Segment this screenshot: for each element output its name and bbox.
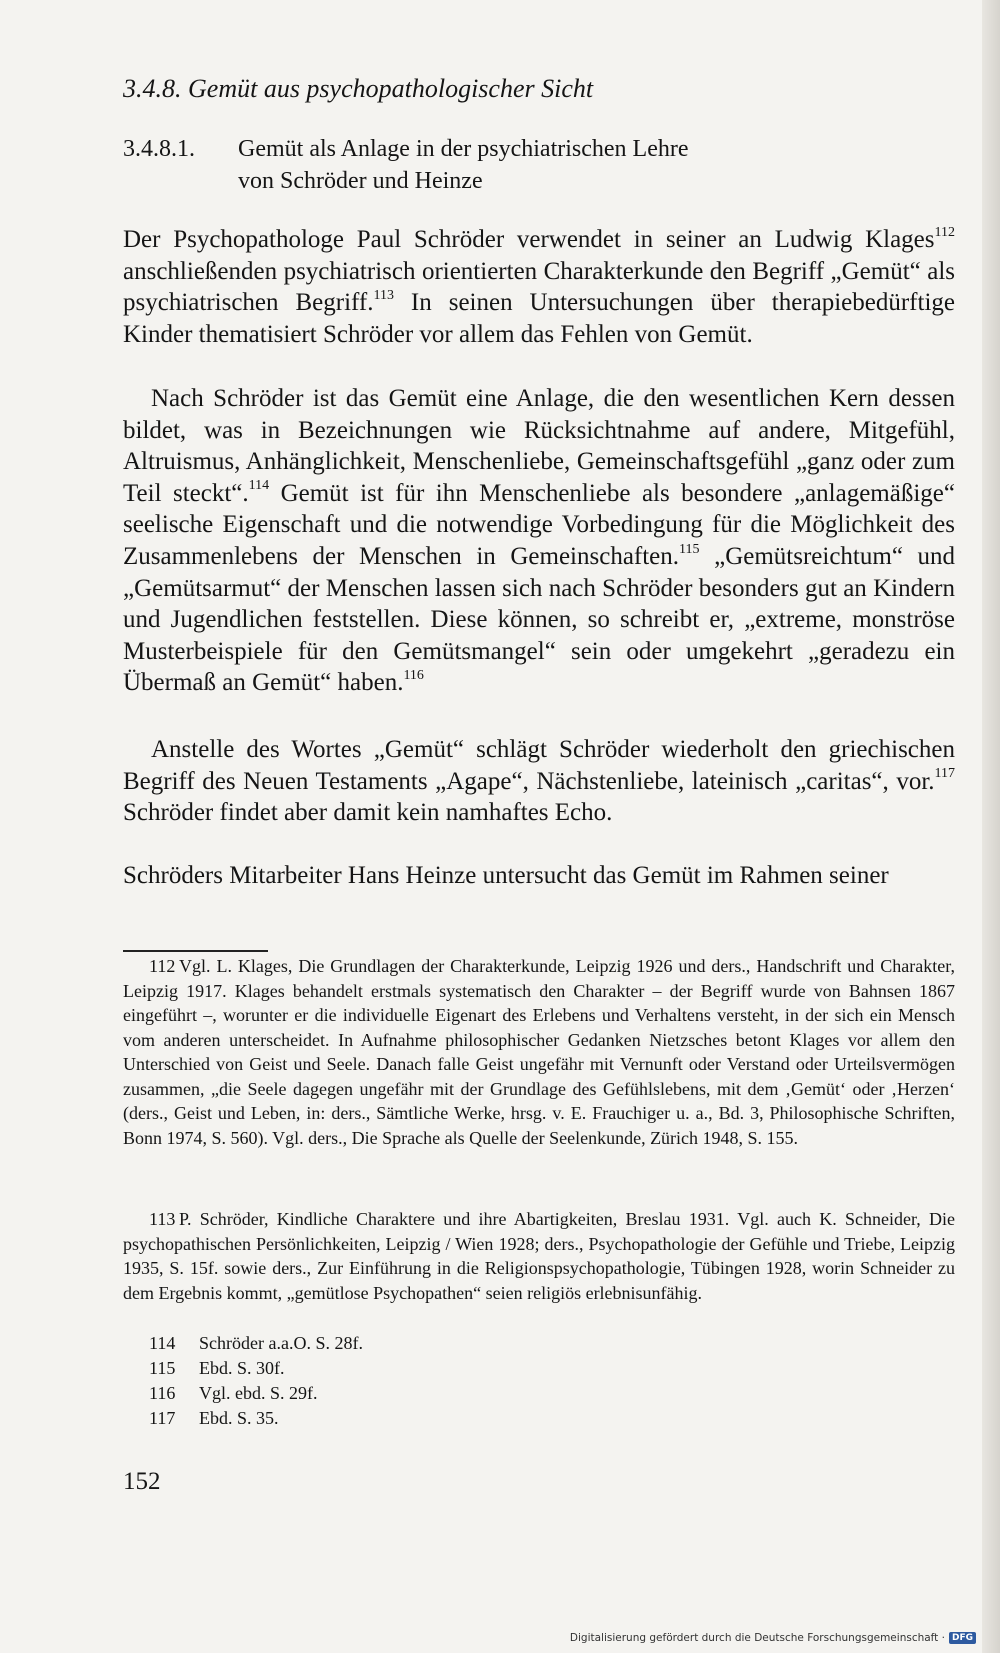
footnote-ref-116: 116 [403,668,424,684]
body-paragraph-4: Schröders Mitarbeiter Hans Heinze untersucht das Gemüt im Rahmen seiner [123,862,889,889]
text-span: anschließenden psychiatrisch orientierten Charakterkunde den Begriff „Gemüt“ als psychiatrischen Begriff. [123,257,955,317]
digitization-footer [570,1632,976,1644]
footnote-number: 115 [149,1358,176,1378]
page-gutter-shadow [982,0,1000,1653]
text-span: „Gemütsreichtum“ und „Gemütsarmut“ der Menschen lassen sich nach Schröder besonders gut an Kindern und Jugendlichen feststellen. Diese können, so schreibt er, „extreme, monströse Musterbeispiele für den Gemütsmangel“ sein oder umgekehrt „geradezu ein Übermaß an Gemüt“ haben. [123,542,955,697]
text-span: Nach Schröder ist das Gemüt eine Anlage, die den wesentlichen Kern dessen bildet, was in Bezeichnungen wie Rücksichtnahme auf andere, Mitgefühl, Altruismus, Anhänglichkeit, Menschenliebe, Gemeinschaftsgefühl „ganz oder zum Teil steckt“. [123,385,955,507]
footnote-ref-115: 115 [679,541,700,557]
body-paragraph-1 [123,224,955,350]
text-span: Der Psychopathologe Paul Schröder verwendet in seiner an Ludwig Klages [123,226,935,253]
footnote-divider [123,950,268,952]
footnote-ref-113: 113 [373,287,394,303]
footnote-text: Vgl. ebd. S. 29f. [199,1383,318,1403]
subsection-title-line2: von Schröder und Heinze [238,168,483,194]
footnote-number: 114 [149,1333,176,1353]
dfg-logo: DFG [949,1632,976,1644]
text-span: Gemüt ist für ihn Menschenliebe als besondere „anlagemäßige“ seelische Eigenschaft und die notwendige Vorbedingung für die Möglichkeit des Zusammenlebens der Menschen in Gemeinschaften. [123,479,955,570]
footnote-112 [123,954,955,1150]
footnote-text: Schröder a.a.O. S. 28f. [199,1333,363,1353]
footnote-text: P. Schröder, Kindliche Charaktere und ihre Abartigkeiten, Breslau 1931. Vgl. auch K. Schneider, Die psychopathischen Persönlichkeiten, Leipzig / Wien 1928; ders., Psychopathologie der Gefühle und Triebe, Leipzig 1935, S. 15f. sowie ders., Zur Einführung in die Religionspsychopathologie, Tübingen 1928, worin Schneider zu dem Ergebnis kommt, „gemütlose Psychopathen“ seien religiös erlebnisunfähig. [123,1209,955,1303]
page-number: 152 [123,1468,161,1495]
footnote-text: Vgl. L. Klages, Die Grundlagen der Charakterkunde, Leipzig 1926 und ders., Handschrift und Charakter, Leipzig 1917. Klages behandelt erstmals systematisch den Charakter – der Begriff wurde von Bahnsen 1867 eingeführt –, worunter er die individuelle Eigenart des Erlebens und Verhaltens versteht, in der sich ein Mensch vom anderen unterscheidet. In Aufnahme philosophischer Gedanken Nietzsches betont Klages vor allem den Unterschied von Geist und Seele. Danach falle Geist ungefähr mit Vernunft oder Verstand oder Urteilsvermögen zusammen, „die Seele dagegen ungefähr mit der Grundlage des Gefühlslebens, mit dem ‚Gemüt‘ oder ‚Herzen‘ (ders., Geist und Leben, in: ders., Sämtliche Werke, hrsg. v. E. Frauchiger u. a., Bd. 3, Philosophische Schriften, Bonn 1974, S. 560). Vgl. ders., Die Sprache als Quelle der Seelenkunde, Zürich 1948, S. 155. [123,956,955,1148]
footer-text: Digitalisierung gefördert durch die Deutsche Forschungsgemeinschaft · [569,1632,945,1644]
footnote-ref-117: 117 [934,766,955,782]
footnote-number: 117 [149,1408,176,1428]
body-paragraph-2 [123,383,955,699]
footnote-ref-114: 114 [248,478,270,494]
body-paragraph-3 [123,734,955,829]
text-span: Anstelle des Wortes „Gemüt“ schlägt Schröder wiederholt den griechischen Begriff des Neuen Testaments „Agape“, Nächstenliebe, lateinisch „caritas“, vor. [123,736,955,795]
subsection-number: 3.4.8.1. [123,136,195,162]
footnote-116 [149,1381,318,1406]
footnote-113 [123,1207,955,1305]
subsection-title-line1: Gemüt als Anlage in der psychiatrischen Lehre [238,136,689,162]
footnote-text: Ebd. S. 30f. [199,1358,285,1378]
footnote-114 [149,1331,363,1356]
text-span: In seinen Untersuchungen über therapiebedürftige Kinder thematisiert Schröder vor allem das Fehlen von Gemüt. [123,289,955,348]
footnote-number: 116 [149,1383,176,1403]
section-title: 3.4.8. Gemüt aus psychopathologischer Sicht [123,74,594,103]
footnote-text: Ebd. S. 35. [199,1408,279,1428]
footnote-number: 113 [149,1209,176,1229]
footnote-115 [149,1356,285,1381]
text-span: Schröder findet aber damit kein namhaftes Echo. [123,799,613,827]
footnote-number: 112 [149,956,176,976]
footnote-ref-112: 112 [934,224,955,240]
footnote-117 [149,1406,279,1431]
